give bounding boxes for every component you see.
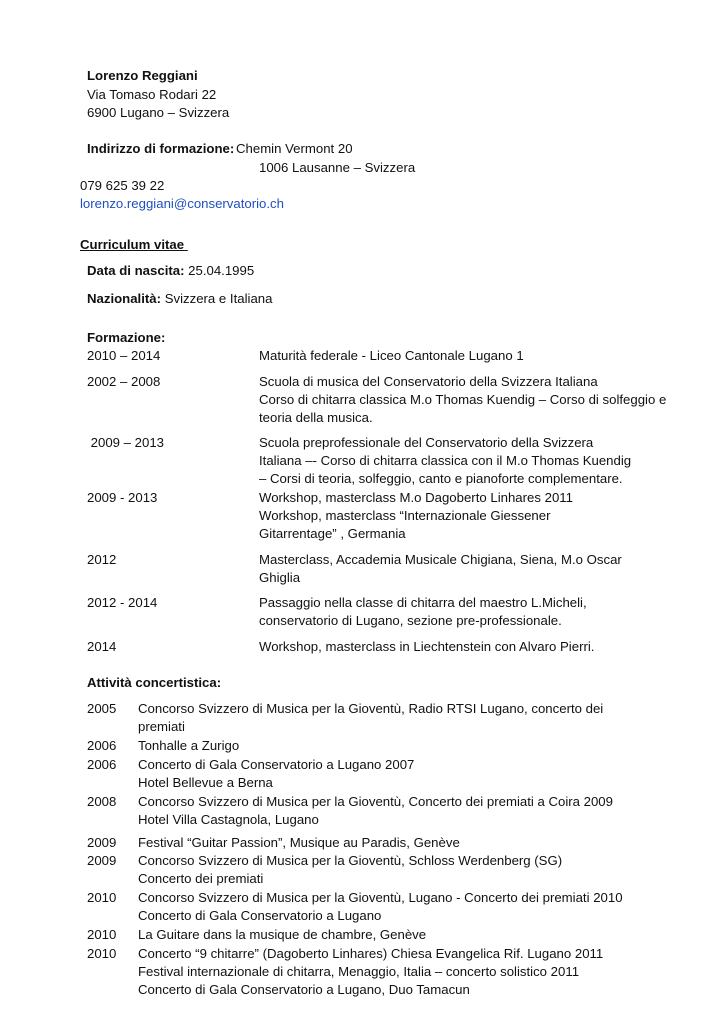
- attivita-year: 2010: [87, 946, 117, 961]
- attivita-title: Attività concertistica:: [87, 675, 222, 690]
- formazione-date: 2012 - 2014: [87, 595, 158, 610]
- formazione-date: 2002 – 2008: [87, 374, 161, 389]
- nationality-value: Svizzera e Italiana: [164, 291, 273, 306]
- formazione-date: 2009 - 2013: [87, 490, 158, 505]
- attivita-desc: Concorso Svizzero di Musica per la Gioventù, Concerto dei premiati a Coira 2009 Hotel Villa Castagnola, Lugano: [138, 794, 613, 827]
- nationality: [87, 290, 272, 308]
- birth-date: [87, 262, 254, 280]
- formazione-desc: Maturità federale - Liceo Cantonale Lugano 1: [259, 348, 524, 363]
- formazione-desc: Workshop, masterclass in Liechtenstein con Alvaro Pierri.: [259, 639, 595, 654]
- attivita-year: 2010: [87, 890, 117, 905]
- formazione-date: 2014: [87, 639, 117, 654]
- formazione-title: Formazione:: [87, 330, 166, 345]
- attivita-desc: La Guitare dans la musique de chambre, Genève: [138, 927, 427, 942]
- email-link[interactable]: lorenzo.reggiani@conservatorio.ch: [80, 196, 284, 211]
- birth-label: Data di nascita:: [87, 263, 185, 278]
- nationality-label: Nazionalità:: [87, 291, 162, 306]
- formazione-desc: Scuola di musica del Conservatorio della Svizzera Italiana Corso di chitarra classica M.o Thomas Kuendig – Corso di solfeggio e teoria della musica.: [259, 374, 667, 425]
- attivita-year: 2009: [87, 853, 117, 868]
- attivita-desc: Concerto di Gala Conservatorio a Lugano 2007 Hotel Bellevue a Berna: [138, 757, 415, 790]
- formazione-date: 2009 – 2013: [87, 435, 165, 450]
- cv-title: Curriculum vitae: [80, 237, 185, 252]
- address-line-2: 6900 Lugano – Svizzera: [87, 105, 230, 120]
- formazione-date: 2010 – 2014: [87, 348, 161, 363]
- attivita-desc: Concorso Svizzero di Musica per la Gioventù, Schloss Werdenberg (SG) Concerto dei premiati: [138, 853, 563, 886]
- formazione-date: 2012: [87, 552, 117, 567]
- attivita-desc: Concerto “9 chitarre” (Dagoberto Linhares) Chiesa Evangelica Rif. Lugano 2011 Festival internazionale di chitarra, Menaggio, Italia – concerto solistico 2011 Concerto di Gala Conservatorio a Lugano, Duo Tamacun: [138, 946, 604, 997]
- formazione-desc: Workshop, masterclass M.o Dagoberto Linhares 2011 Workshop, masterclass “Internazionale Giessener Gitarrentage” , Germania: [259, 490, 573, 541]
- name-heading: Lorenzo Reggiani: [87, 68, 198, 83]
- training-address-line-2: 1006 Lausanne – Svizzera: [259, 160, 416, 175]
- training-address-line-1: Chemin Vermont 20: [236, 141, 353, 156]
- attivita-desc: Festival “Guitar Passion”, Musique au Paradis, Genève: [138, 835, 460, 850]
- formazione-desc: Masterclass, Accademia Musicale Chigiana, Siena, M.o Oscar Ghiglia: [259, 552, 622, 585]
- address-line-1: Via Tomaso Rodari 22: [87, 87, 217, 102]
- formazione-desc: Scuola preprofessionale del Conservatorio della Svizzera Italiana –- Corso di chitarra classica con il M.o Thomas Kuendig – Corsi di teoria, solfeggio, canto e pianoforte complementare.: [259, 435, 632, 486]
- birth-value: 25.04.1995: [188, 263, 255, 278]
- attivita-desc: Tonhalle a Zurigo: [138, 738, 240, 753]
- attivita-desc: Concorso Svizzero di Musica per la Gioventù, Radio RTSI Lugano, concerto dei premiati: [138, 701, 604, 734]
- attivita-year: 2005: [87, 701, 117, 716]
- training-address-label: Indirizzo di formazione:: [87, 141, 235, 156]
- attivita-desc: Concorso Svizzero di Musica per la Gioventù, Lugano - Concerto dei premiati 2010 Concerto di Gala Conservatorio a Lugano: [138, 890, 623, 923]
- attivita-year: 2010: [87, 927, 117, 942]
- attivita-year: 2006: [87, 738, 117, 753]
- attivita-year: 2006: [87, 757, 117, 772]
- attivita-year: 2009: [87, 835, 117, 850]
- formazione-desc: Passaggio nella classe di chitarra del maestro L.Micheli, conservatorio di Lugano, sezione pre-professionale.: [259, 595, 587, 628]
- phone-number: 079 625 39 22: [80, 178, 165, 193]
- attivita-year: 2008: [87, 794, 117, 809]
